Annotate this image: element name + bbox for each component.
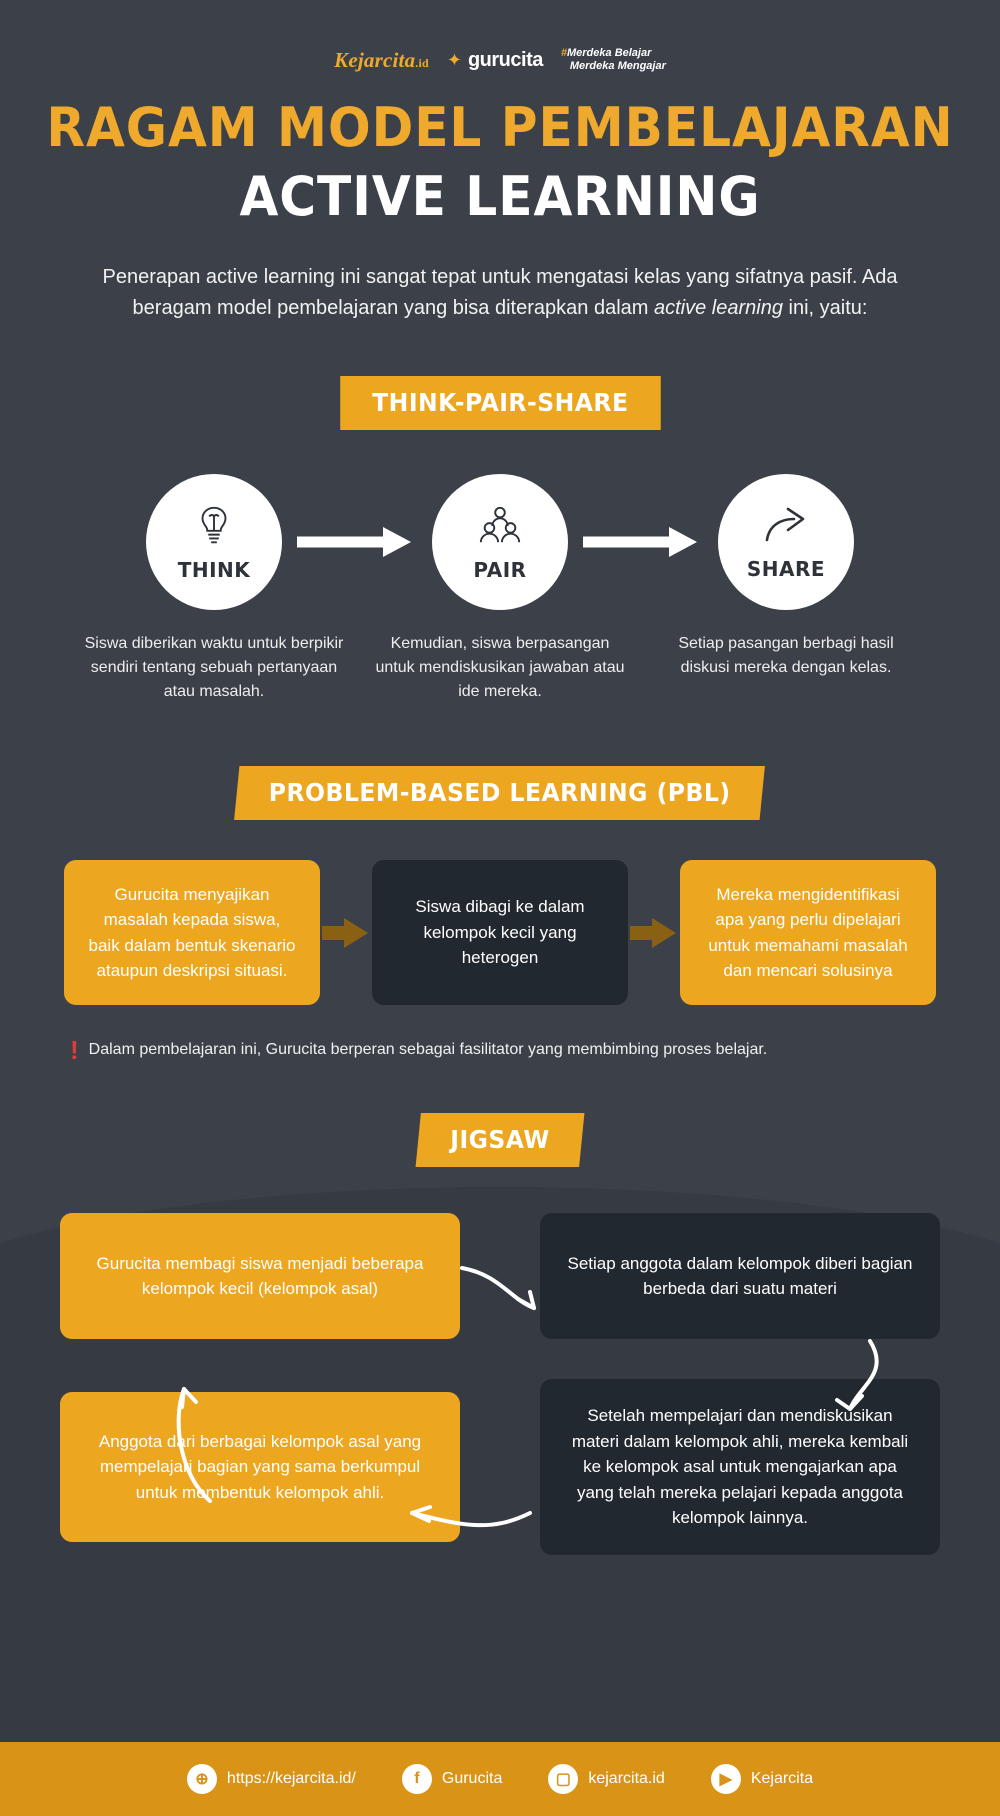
tps-heading: THINK-PAIR-SHARE bbox=[340, 376, 660, 430]
facebook-icon: f bbox=[402, 1764, 432, 1794]
tps-captions-row bbox=[0, 632, 1000, 704]
footer-item-facebook[interactable] bbox=[402, 1764, 502, 1794]
tps-step-pair-label: PAIR bbox=[473, 557, 527, 582]
two-people-icon bbox=[477, 503, 523, 556]
intro-part2: ini, yaitu: bbox=[782, 297, 868, 319]
tps-step-share-label: SHARE bbox=[746, 556, 826, 581]
tps-step-share bbox=[718, 474, 854, 610]
pbl-arrow-2-icon bbox=[628, 916, 680, 950]
merdeka-line2: Merdeka Mengajar bbox=[569, 60, 666, 72]
footer-bar bbox=[0, 1742, 1000, 1816]
intro-part1: Penerapan active learning ini sangat tepat untuk mengatasi kelas yang sifatnya pasif. Ada beragam model pembelajaran yang bisa diterapkan dalam bbox=[102, 266, 898, 319]
section-pbl bbox=[0, 766, 1000, 1063]
pbl-note bbox=[70, 1037, 930, 1063]
footer-facebook-text: Gurucita bbox=[441, 1770, 503, 1787]
footer-instagram-text: kejarcita.id bbox=[588, 1770, 665, 1787]
brand-bar bbox=[0, 0, 1000, 70]
instagram-icon: ▢ bbox=[548, 1764, 578, 1794]
jigsaw-cards-grid bbox=[60, 1213, 940, 1555]
section-jigsaw bbox=[0, 1113, 1000, 1555]
gurucita-mark-icon: ✦ bbox=[446, 50, 462, 70]
jigsaw-card-1: Gurucita membagi siswa menjadi beberapa kelompok kecil (kelompok asal) bbox=[60, 1213, 460, 1339]
jigsaw-heading-wrap bbox=[0, 1113, 1000, 1167]
jigsaw-heading: JIGSAW bbox=[450, 1125, 550, 1154]
tps-caption-pair: Kemudian, siswa berpasangan untuk mendiskusikan jawaban atau ide mereka. bbox=[375, 635, 625, 700]
gurucita-logo-text: gurucita bbox=[467, 48, 543, 71]
tps-steps-row bbox=[0, 474, 1000, 610]
pbl-card-3: Mereka mengidentifikasi apa yang perlu dipelajari untuk memahami masalah dan mencari solusinya bbox=[680, 860, 936, 1005]
kejarcita-logo-suffix: .id bbox=[415, 55, 429, 70]
pbl-heading-ribbon bbox=[234, 766, 765, 820]
page-title-line1: RAGAM MODEL PEMBELAJARAN bbox=[46, 96, 954, 159]
hash-icon: # bbox=[560, 47, 567, 60]
tps-caption-think: Siswa diberikan waktu untuk berpikir sendiri tentang sebuah pertanyaan atau masalah. bbox=[84, 635, 344, 700]
jigsaw-heading-ribbon bbox=[416, 1113, 585, 1167]
page-title-line2: ACTIVE LEARNING bbox=[239, 165, 761, 228]
pbl-card-2: Siswa dibagi ke dalam kelompok kecil yang heterogen bbox=[372, 860, 628, 1005]
footer-website-text: https://kejarcita.id/ bbox=[226, 1770, 356, 1787]
tps-step-think bbox=[146, 474, 282, 610]
intro-italic: active learning bbox=[653, 297, 783, 319]
lightbulb-brain-icon bbox=[191, 503, 237, 556]
exclamation-icon: ! bbox=[70, 1035, 79, 1065]
tps-step-pair bbox=[432, 474, 568, 610]
youtube-icon: ▶ bbox=[711, 1764, 741, 1794]
tps-arrow-2-icon bbox=[568, 527, 718, 557]
section-think-pair-share bbox=[0, 376, 1000, 704]
jigsaw-card-2: Setiap anggota dalam kelompok diberi bagian berbeda dari suatu materi bbox=[540, 1213, 940, 1339]
intro-paragraph bbox=[80, 262, 920, 324]
tps-arrow-1-icon bbox=[282, 527, 432, 557]
kejarcita-logo-text: Kejarcita bbox=[334, 47, 416, 72]
tps-step-think-label: THINK bbox=[177, 557, 251, 582]
pbl-heading-wrap bbox=[0, 766, 1000, 820]
footer-item-instagram[interactable] bbox=[548, 1764, 664, 1794]
share-arrow-icon bbox=[762, 504, 810, 555]
tps-heading-wrap bbox=[0, 376, 1000, 430]
tps-caption-share: Setiap pasangan berbagi hasil diskusi mereka dengan kelas. bbox=[678, 635, 894, 676]
pbl-note-text: Dalam pembelajaran ini, Gurucita berperan sebagai fasilitator yang membimbing proses belajar. bbox=[88, 1041, 768, 1058]
merdeka-belajar-logo bbox=[561, 47, 666, 72]
footer-item-website[interactable] bbox=[187, 1764, 356, 1794]
jigsaw-card-4: Setelah mempelajari dan mendiskusikan materi dalam kelompok ahli, mereka kembali ke kelompok asal untuk mengajarkan apa yang telah mereka pelajari kepada anggota kelompok lainnya. bbox=[540, 1379, 940, 1555]
globe-icon: ⊕ bbox=[187, 1764, 217, 1794]
footer-youtube-text: Kejarcita bbox=[750, 1770, 814, 1787]
pbl-card-1: Gurucita menyajikan masalah kepada siswa, baik dalam bentuk skenario ataupun deskripsi situasi. bbox=[64, 860, 320, 1005]
pbl-heading: PROBLEM-BASED LEARNING (PBL) bbox=[269, 778, 731, 807]
kejarcita-logo bbox=[334, 48, 429, 73]
pbl-cards-row bbox=[0, 860, 1000, 1005]
footer-item-youtube[interactable] bbox=[711, 1764, 813, 1794]
pbl-arrow-1-icon bbox=[320, 916, 372, 950]
jigsaw-card-3: Anggota dari berbagai kelompok asal yang mempelajari bagian yang sama berkumpul untuk membentuk kelompok ahli. bbox=[60, 1392, 460, 1542]
merdeka-line1: Merdeka Belajar bbox=[567, 47, 652, 60]
gurucita-logo bbox=[447, 49, 543, 72]
